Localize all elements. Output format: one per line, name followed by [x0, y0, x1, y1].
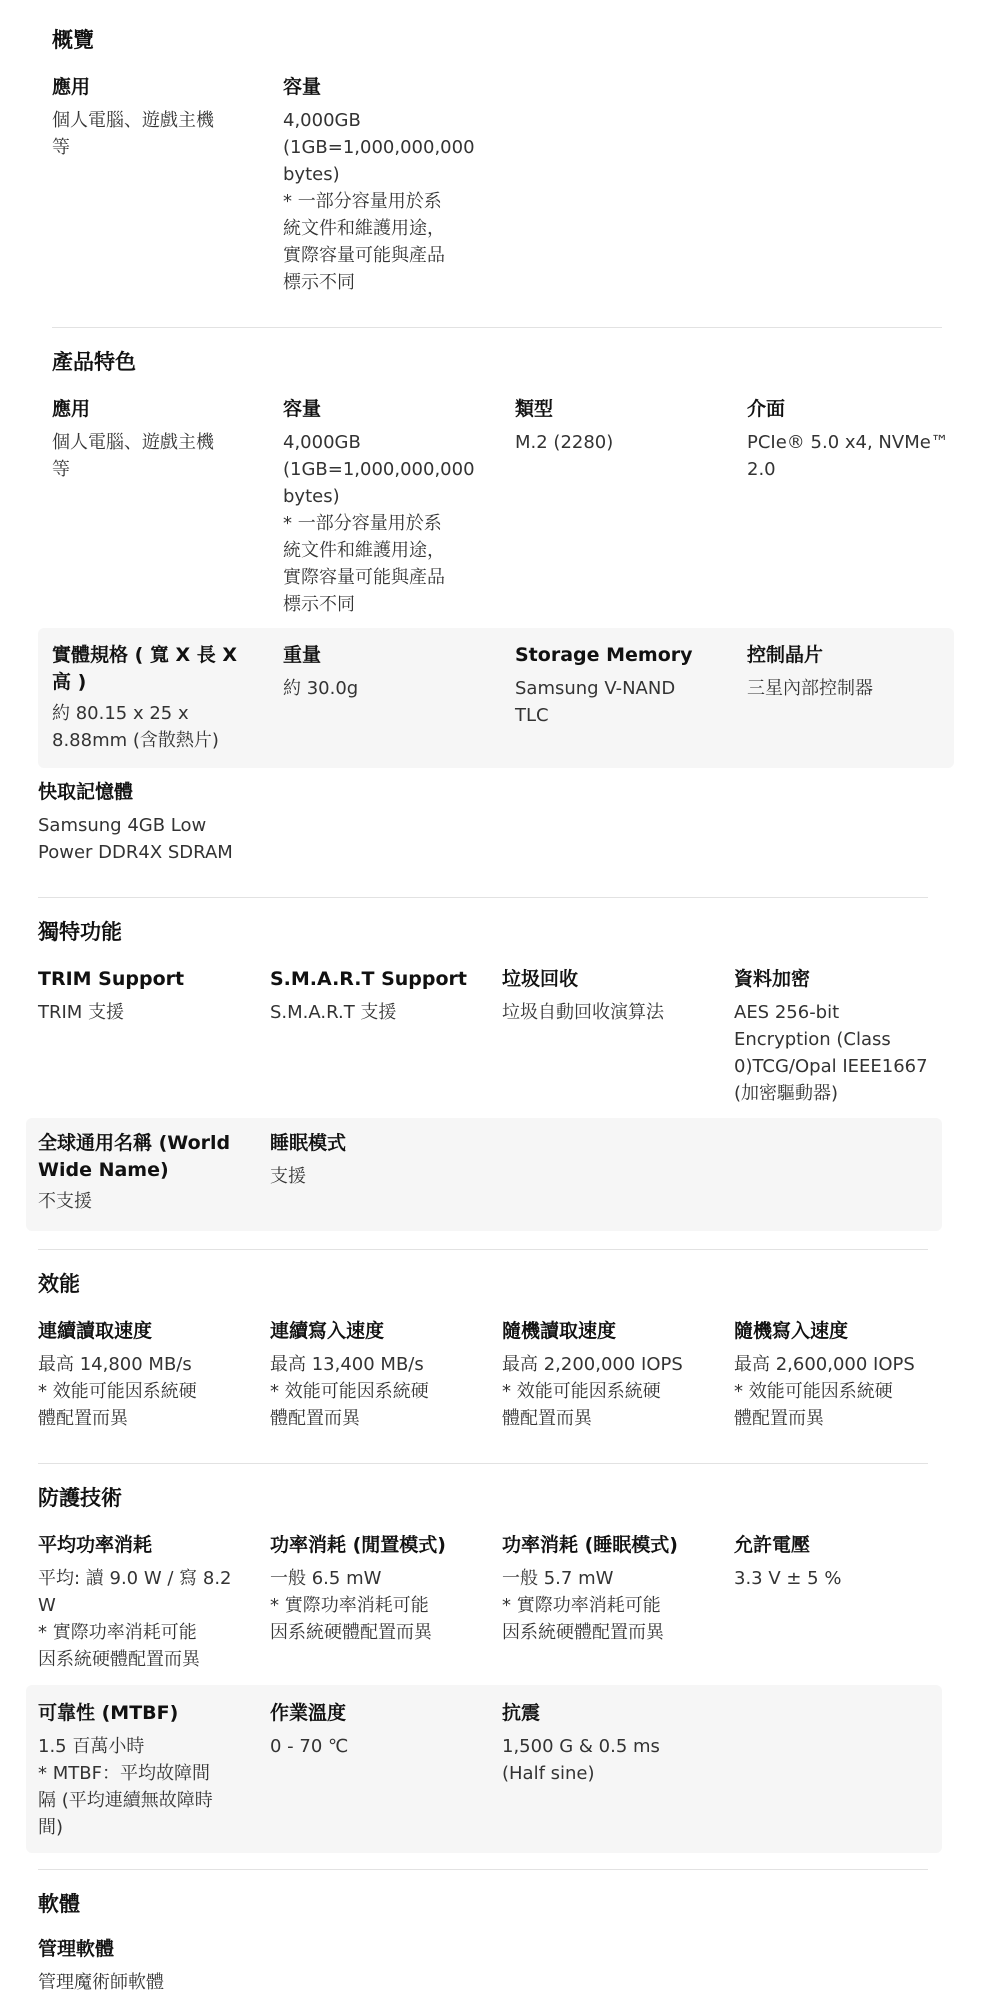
spec-management-software — [38, 1936, 268, 1996]
section-title-overview: 概覽 — [52, 28, 94, 52]
spec-mtbf — [38, 1700, 263, 1841]
spec-avg-power — [38, 1532, 258, 1673]
spec-value: 約 80.15 x 25 x 8.88mm (含散熱片) — [52, 703, 219, 751]
spec-operating-temp — [270, 1700, 490, 1760]
spec-weight — [283, 642, 493, 702]
spec-label: 隨機讀取速度 — [502, 1320, 617, 1342]
spec-label: 管理軟體 — [38, 1938, 115, 1960]
spec-label: 應用 — [52, 76, 91, 98]
section-divider — [38, 1249, 928, 1250]
spec-value: 不支援 — [38, 1191, 92, 1212]
spec-value: 支援 — [270, 1166, 306, 1187]
spec-value: 最高 2,600,000 IOPS * 效能可能因系統硬 體配置而異 — [734, 1354, 915, 1429]
spec-idle-power — [270, 1532, 490, 1646]
spec-application — [52, 396, 262, 483]
spec-label: 類型 — [515, 398, 554, 420]
spec-label: 重量 — [283, 644, 322, 666]
spec-value: 約 30.0g — [283, 678, 359, 699]
spec-world-wide-name — [38, 1130, 258, 1215]
spec-value: Samsung V-NAND TLC — [515, 678, 676, 726]
spec-value: 3.3 V ± 5 % — [734, 1568, 842, 1589]
spec-voltage — [734, 1532, 954, 1592]
spec-value: 個人電腦、遊戲主機 等 — [52, 110, 214, 158]
spec-sleep-mode — [270, 1130, 490, 1190]
spec-label: 可靠性 (MTBF) — [38, 1702, 179, 1724]
spec-label: S.M.A.R.T Support — [270, 968, 467, 990]
spec-storage-memory — [515, 642, 725, 729]
spec-label: 功率消耗 (閒置模式) — [270, 1534, 446, 1556]
spec-label: 介面 — [747, 398, 786, 420]
spec-application — [52, 74, 252, 161]
section-title-software: 軟體 — [38, 1892, 80, 1916]
spec-value: 1.5 百萬小時 * MTBF：平均故障間 隔 (平均連續無故障時 間) — [38, 1736, 213, 1838]
spec-value: PCIe® 5.0 x4, NVMe™ 2.0 — [747, 432, 949, 480]
spec-value: 4,000GB (1GB=1,000,000,000 bytes) * 一部分容量用於系 統文件和維護用途， 實際容量可能與產品 標示不同 — [283, 432, 475, 615]
spec-label: 垃圾回收 — [502, 968, 579, 990]
spec-label: 控制晶片 — [747, 644, 824, 666]
spec-sleep-power — [502, 1532, 722, 1646]
spec-label: 容量 — [283, 398, 322, 420]
spec-random-read — [502, 1318, 727, 1432]
spec-label: 全球通用名稱 (World Wide Name) — [38, 1132, 231, 1181]
spec-shock — [502, 1700, 722, 1787]
spec-label: 實體規格 ( 寬 X 長 X 高 ) — [52, 644, 238, 693]
spec-value: 個人電腦、遊戲主機 等 — [52, 432, 214, 480]
spec-label: 應用 — [52, 398, 91, 420]
spec-value: M.2 (2280) — [515, 432, 614, 453]
spec-value: 三星內部控制器 — [747, 678, 873, 699]
section-title-unique: 獨特功能 — [38, 920, 122, 944]
spec-value: 最高 14,800 MB/s * 效能可能因系統硬 體配置而異 — [38, 1354, 197, 1429]
spec-smart — [270, 966, 490, 1026]
spec-cache — [38, 779, 268, 866]
spec-value: 管理魔術師軟體 — [38, 1972, 164, 1993]
spec-capacity — [283, 396, 493, 618]
spec-value: 垃圾自動回收演算法 — [502, 1002, 664, 1023]
spec-label: 資料加密 — [734, 968, 811, 990]
spec-label: Storage Memory — [515, 644, 693, 666]
spec-label: 隨機寫入速度 — [734, 1320, 849, 1342]
spec-label: 功率消耗 (睡眠模式) — [502, 1534, 678, 1556]
section-title-protection: 防護技術 — [38, 1486, 122, 1510]
spec-label: 作業溫度 — [270, 1702, 347, 1724]
section-divider — [38, 1463, 928, 1464]
section-divider — [38, 1869, 928, 1870]
section-divider — [52, 327, 942, 328]
spec-value: TRIM 支援 — [38, 1002, 125, 1023]
spec-value: AES 256-bit Encryption (Class 0)TCG/Opal IEEE1667 (加密驅動器) — [734, 1002, 928, 1104]
spec-value: 平均: 讀 9.0 W / 寫 8.2 W * 實際功率消耗可能 因系統硬體配置而異 — [38, 1568, 232, 1670]
spec-seq-read — [38, 1318, 258, 1432]
spec-label: 容量 — [283, 76, 322, 98]
spec-garbage-collection — [502, 966, 722, 1026]
spec-value: 一般 6.5 mW * 實際功率消耗可能 因系統硬體配置而異 — [270, 1568, 432, 1643]
spec-value: 0 - 70 ℃ — [270, 1736, 349, 1757]
spec-trim — [38, 966, 258, 1026]
spec-value: 最高 2,200,000 IOPS * 效能可能因系統硬 體配置而異 — [502, 1354, 683, 1429]
spec-interface — [747, 396, 977, 483]
spec-label: 抗震 — [502, 1702, 541, 1724]
spec-random-write — [734, 1318, 959, 1432]
spec-encryption — [734, 966, 954, 1107]
spec-value: 1,500 G & 0.5 ms (Half sine) — [502, 1736, 660, 1784]
spec-value: Samsung 4GB Low Power DDR4X SDRAM — [38, 815, 233, 863]
spec-type — [515, 396, 725, 456]
spec-dimensions — [52, 642, 262, 754]
section-title-features: 產品特色 — [52, 350, 136, 374]
spec-value: 最高 13,400 MB/s * 效能可能因系統硬 體配置而異 — [270, 1354, 429, 1429]
spec-label: TRIM Support — [38, 968, 185, 990]
spec-label: 睡眠模式 — [270, 1132, 347, 1154]
spec-label: 連續寫入速度 — [270, 1320, 385, 1342]
spec-label: 平均功率消耗 — [38, 1534, 153, 1556]
section-title-performance: 效能 — [38, 1272, 80, 1296]
spec-value: S.M.A.R.T 支援 — [270, 1002, 397, 1023]
spec-label: 允許電壓 — [734, 1534, 811, 1556]
spec-label: 連續讀取速度 — [38, 1320, 153, 1342]
spec-value: 一般 5.7 mW * 實際功率消耗可能 因系統硬體配置而異 — [502, 1568, 664, 1643]
spec-controller — [747, 642, 957, 702]
spec-seq-write — [270, 1318, 490, 1432]
spec-value: 4,000GB (1GB=1,000,000,000 bytes) * 一部分容量用於系 統文件和維護用途， 實際容量可能與產品 標示不同 — [283, 110, 475, 293]
spec-capacity — [283, 74, 493, 296]
section-divider — [38, 897, 928, 898]
spec-label: 快取記憶體 — [38, 781, 134, 803]
